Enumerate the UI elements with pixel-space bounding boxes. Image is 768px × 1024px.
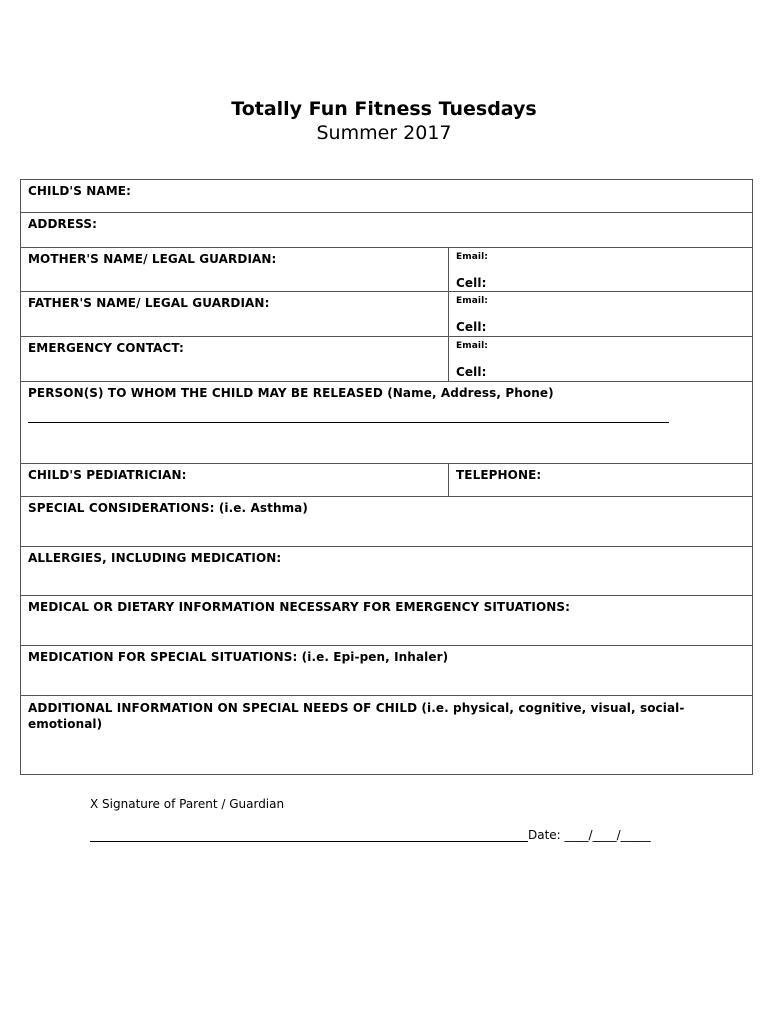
release-label: PERSON(S) TO WHOM THE CHILD MAY BE RELEASED (Name, Address, Phone) [28, 386, 554, 400]
pediatrician-row [21, 464, 753, 497]
father-cell-label: Cell: [456, 320, 487, 334]
medical-dietary-field[interactable]: MEDICAL OR DIETARY INFORMATION NECESSARY FOR EMERGENCY SITUATIONS: [21, 596, 753, 645]
special-considerations-field[interactable]: SPECIAL CONSIDERATIONS: (i.e. Asthma) [21, 497, 753, 546]
telephone-field[interactable]: TELEPHONE: [449, 464, 753, 496]
mother-row [21, 248, 753, 292]
release-persons-field[interactable] [21, 382, 753, 463]
special-considerations-row [21, 497, 753, 547]
signature-date-line [90, 828, 651, 842]
form-title: Totally Fun Fitness Tuesdays [231, 98, 537, 120]
mother-email-label: Email: [456, 252, 488, 262]
signature-label: X Signature of Parent / Guardian [90, 797, 285, 811]
additional-info-row [21, 696, 753, 775]
pediatrician-field[interactable]: CHILD'S PEDIATRICIAN: [21, 464, 449, 496]
allergies-row [21, 547, 753, 596]
emergency-contact-info-field[interactable] [449, 337, 753, 381]
address-row [21, 213, 753, 248]
child-name-row [21, 180, 753, 213]
additional-info-field[interactable]: ADDITIONAL INFORMATION ON SPECIAL NEEDS OF CHILD (i.e. physical, cognitive, visual, social-emotional) [21, 696, 753, 774]
emergency-cell-label: Cell: [456, 365, 487, 379]
mother-name-field[interactable]: MOTHER'S NAME/ LEGAL GUARDIAN: [21, 248, 449, 291]
mother-cell-label: Cell: [456, 276, 487, 290]
registration-form-table [20, 179, 753, 775]
allergies-field[interactable]: ALLERGIES, INCLUDING MEDICATION: [21, 547, 753, 595]
emergency-row [21, 337, 753, 382]
signature-field[interactable] [90, 828, 528, 842]
medication-special-row [21, 646, 753, 696]
medical-dietary-row [21, 596, 753, 646]
father-row [21, 292, 753, 337]
mother-contact-field[interactable] [449, 248, 753, 291]
emergency-email-label: Email: [456, 341, 488, 351]
father-email-label: Email: [456, 296, 488, 306]
form-subtitle: Summer 2017 [316, 122, 452, 144]
child-name-field[interactable]: CHILD'S NAME: [21, 180, 753, 212]
release-row [21, 382, 753, 464]
emergency-contact-field[interactable]: EMERGENCY CONTACT: [21, 337, 449, 381]
medication-special-field[interactable]: MEDICATION FOR SPECIAL SITUATIONS: (i.e. Epi-pen, Inhaler) [21, 646, 753, 695]
father-contact-field[interactable] [449, 292, 753, 336]
release-write-line [28, 422, 669, 423]
address-field[interactable]: ADDRESS: [21, 213, 753, 247]
date-field[interactable]: Date: ____/____/_____ [528, 828, 651, 842]
father-name-field[interactable]: FATHER'S NAME/ LEGAL GUARDIAN: [21, 292, 449, 336]
